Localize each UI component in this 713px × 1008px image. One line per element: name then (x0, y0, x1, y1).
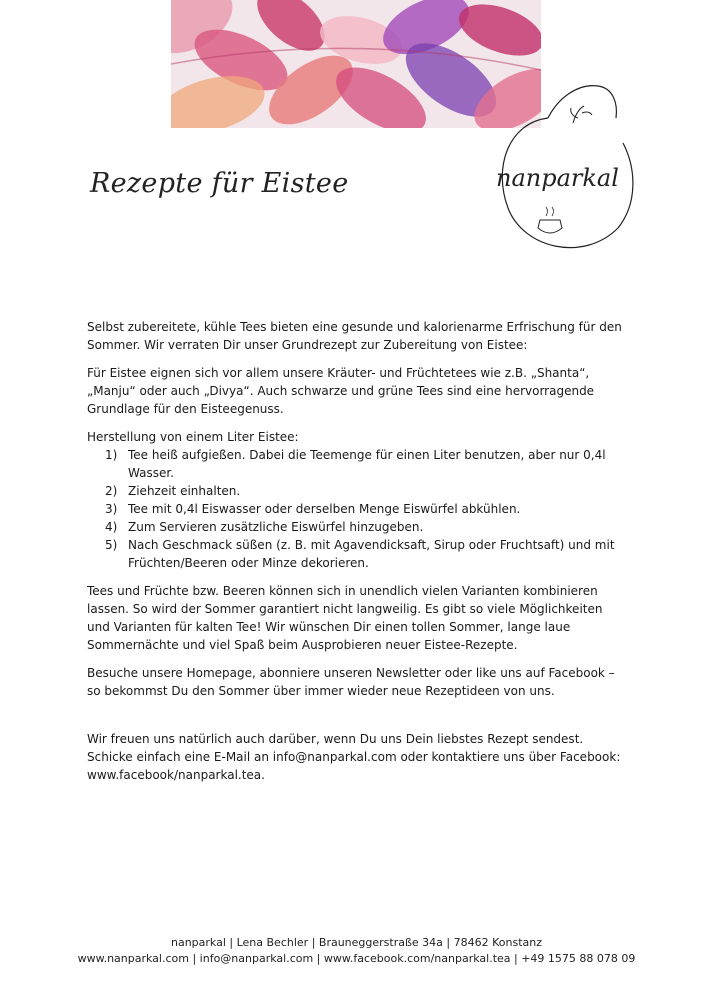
footer-contact: www.nanparkal.com | info@nanparkal.com | www.facebook.com/nanparkal.tea | +49 1575 88 078 09 (77, 952, 636, 965)
steps-list (87, 446, 627, 572)
intro-paragraph: Selbst zubereitete, kühle Tees bieten eine gesunde und kalorienarme Erfrischung für den Sommer. Wir verraten Dir unser Grundrezept zur Zubereitung von Eistee: (87, 320, 622, 352)
variants-paragraph: Tees und Früchte bzw. Beeren können sich in unendlich vielen Varianten kombinieren lassen. So wird der Sommer garantiert nicht langweilig. Es gibt so viele Möglichkeiten und Varianten für kalten Tee! Wir wünschen Dir einen tollen Sommer, lange laue Sommernächte und viel Spaß beim Ausprobieren neuer Eistee-Rezepte. (87, 584, 603, 652)
logo-graphic (488, 78, 640, 268)
header-watercolor-image (171, 0, 541, 128)
list-item: 1) Tee heiß aufgießen. Dabei die Teemenge für einen Liter benutzen, aber nur 0,4l Wasser. (105, 448, 606, 480)
list-item: 5) Nach Geschmack süßen (z. B. mit Agavendicksaft, Sirup oder Fruchtsaft) und mit Früchten/Beeren oder Minze dekorieren. (105, 538, 615, 570)
list-item: 2) Ziehzeit einhalten. (105, 484, 241, 498)
tea-recommendation-paragraph: Für Eistee eignen sich vor allem unsere Kräuter- und Früchtetees wie z.B. „Shanta“, „Manju“ oder auch „Divya“. Auch schwarze und grüne Tees sind eine hervorragende Grundlage für den Eisteegenuss. (87, 366, 595, 416)
list-item: 3) Tee mit 0,4l Eiswasser oder derselben Menge Eiswürfel abkühlen. (105, 502, 521, 516)
page-title: Rezepte für Eistee (90, 168, 349, 199)
contact-paragraph: Wir freuen uns natürlich auch darüber, wenn Du uns Dein liebstes Rezept sendest. Schicke einfach eine E-Mail an info@nanparkal.com oder kontaktiere uns über Facebook: www.facebook/nanparkal.tea. (87, 732, 621, 782)
newsletter-paragraph: Besuche unsere Homepage, abonniere unseren Newsletter oder like uns auf Facebook – so bekommst Du den Sommer über immer wieder neue Rezeptideen von uns. (87, 666, 615, 698)
footer-address: nanparkal | Lena Bechler | Brauneggerstraße 34a | 78462 Konstanz (171, 936, 542, 949)
nanparkal-logo (488, 78, 640, 268)
steps-heading: Herstellung von einem Liter Eistee: (87, 430, 299, 444)
recipe-body (87, 318, 627, 794)
watercolor-leaves-graphic (171, 0, 541, 128)
list-item: 4) Zum Servieren zusätzliche Eiswürfel hinzugeben. (105, 520, 424, 534)
logo-wordmark: nanparkal (496, 164, 619, 192)
